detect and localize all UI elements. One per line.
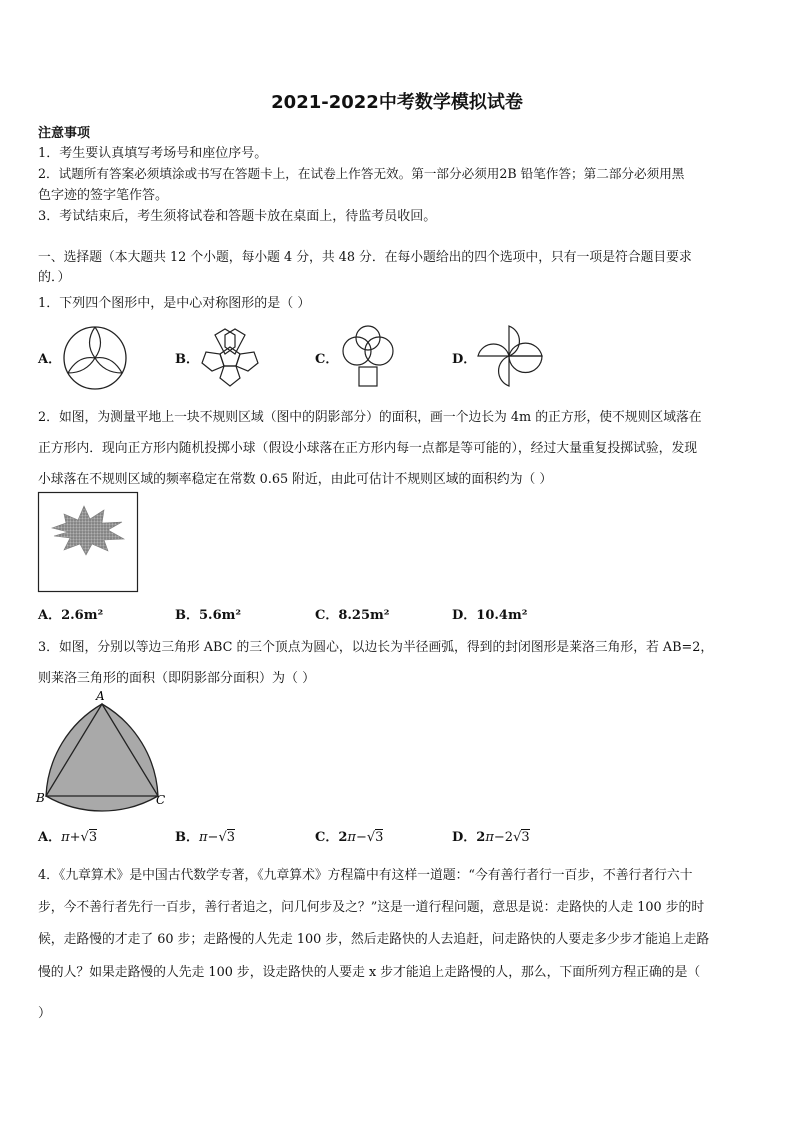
q1-figure-c [337,325,399,389]
notice-item: 色字迹的签字笔作答。 [38,188,169,203]
q1-option-a-label: A． [38,352,62,367]
q3-option-b: B．π−√3 [175,830,236,845]
q1-stem: 1．下列四个图形中，是中心对称图形的是（ ） [38,296,311,311]
q2-option-b: B．5.6m² [175,608,242,623]
q1-figure-d [476,324,544,388]
sqrt-sign-icon: √ [218,830,227,845]
q2-option-a: A．2.6m² [38,608,104,623]
q2-option-c: C．8.25m² [315,608,390,623]
sqrt-sign-icon: √ [80,830,89,845]
q3-option-d: D．2π−2√3 [452,830,530,845]
q4-stem-line: ） [38,1006,52,1021]
q1-figure-b [198,325,262,389]
q4-stem-line: 候，走路慢的才走了 60 步；走路慢的人先走 100 步，然后走路快的人去追赶，问走路快的人要走多少步才能追上走路 [38,932,710,947]
vertex-a-label: A [96,689,105,703]
q4-stem-line: 4．《九章算术》是中国古代数学专著，《九章算术》方程篇中有这样一道题：“今有善行者行一百步，不善行者行六十 [38,868,693,883]
q1-option-c-label: C． [315,352,339,367]
reuleaux-triangle-figure [36,688,172,808]
q3-option-a: A．π+√3 [38,830,98,845]
q4-stem-line: 步，今不善行者先行一百步，善行者追之，问几何步及之？”这是一道行程问题，意思是说：走路快的人走 100 步的时 [38,900,705,915]
notice-item: 1．考生要认真填写考场号和座位序号。 [38,146,268,161]
section-heading: 一、选择题（本大题共 12 个小题，每小题 4 分，共 48 分．在每小题给出的四个选项中，只有一项是符合题目要求 [38,250,692,265]
sqrt-sign-icon: √ [513,830,522,845]
q4-stem-line: 慢的人？如果走路慢的人先走 100 步，设走路快的人要走 x 步才能追上走路慢的人，那么，下面所列方程正确的是（ [38,965,701,980]
q2-option-d: D．10.4m² [452,608,528,623]
page-title: 2021-2022中考数学模拟试卷 [271,92,523,113]
q2-stem-line: 小球落在不规则区域的频率稳定在常数 0.65 附近，由此可估计不规则区域的面积约为（ ） [38,472,553,487]
notice-item: 3．考试结束后，考生须将试卷和答题卡放在桌面上，待监考员收回。 [38,209,437,224]
q3-stem-line: 则莱洛三角形的面积（即阴影部分面积）为（ ） [38,671,316,686]
q2-stem-line: 2．如图，为测量平地上一块不规则区域（图中的阴影部分）的面积，画一个边长为 4m 的正方形，使不规则区域落在 [38,410,702,425]
q1-figure-a [62,325,128,391]
vertex-b-label: B [36,791,45,805]
notice-heading: 注意事项 [38,126,91,141]
q3-stem-line: 3．如图，分别以等边三角形 ABC 的三个顶点为圆心，以边长为半径画弧，得到的封闭图形是莱洛三角形，若 AB=2， [38,640,714,655]
q1-option-d-label: D． [452,352,477,367]
q2-figure-square [38,492,138,592]
sqrt-sign-icon: √ [366,830,376,845]
section-heading-cont: 的．） [38,270,71,285]
notice-item: 2．试题所有答案必须填涂或书写在答题卡上，在试卷上作答无效。第一部分必须用2B 铅笔作答；第二部分必须用黑 [38,166,685,181]
q2-stem-line: 正方形内．现向正方形内随机投掷小球（假设小球落在正方形内每一点都是等可能的），经过大量重复投掷试验，发现 [38,441,698,456]
vertex-c-label: C [156,793,166,807]
q1-option-b-label: B． [175,352,199,367]
q3-option-c: C．2π−√3 [315,830,384,845]
